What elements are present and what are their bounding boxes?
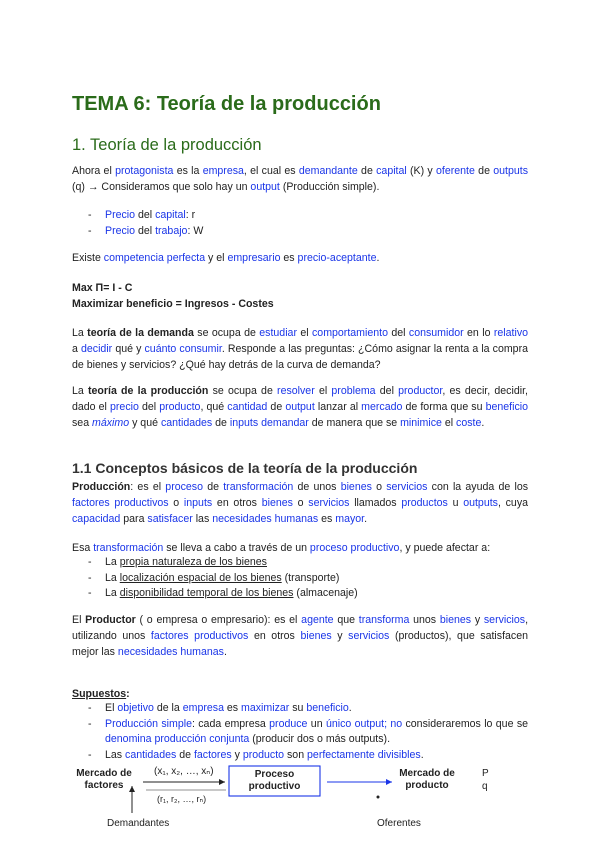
production-flow-diagram <box>0 760 600 848</box>
assumptions-list <box>72 701 528 763</box>
supply-dot <box>377 796 380 799</box>
transformation-paragraph: Esa transformación se lleva a cabo a través de un proceso productivo, y puede afectar a: <box>72 542 491 554</box>
list-item: - Las cantidades de factores y producto son perfectamente divisibles. <box>72 748 528 764</box>
price-list <box>72 207 528 239</box>
transformation-effects-list <box>72 555 528 602</box>
factor-prices-label: (r₁, r₂, …, rₙ) <box>157 794 207 804</box>
price-p-label: P <box>482 768 489 779</box>
formula-profit-definition: Maximizar beneficio = Ingresos - Costes <box>72 298 274 310</box>
section-1-1-heading: 1.1 Conceptos básicos de la teoría de la producción <box>72 460 418 476</box>
list-item: - Producción simple: cada empresa produce un único output; no consideraremos lo que se denomina producción conjunta (producir dos o más outputs). <box>72 717 528 748</box>
product-market-label: Mercado de producto <box>399 768 455 791</box>
production-theory-paragraph: La teoría de la producción se ocupa de resolver el problema del productor, es decir, decidir, dado el precio del producto, qué cantidad de output lanzar al mercado de forma que su beneficio sea máximo y qué cantidades de inputs demandar de manera que se minimice el coste. <box>72 385 529 429</box>
quantity-q-label: q <box>482 781 488 792</box>
factor-market-label: Mercado de factores <box>76 768 132 791</box>
market-paragraph: Existe competencia perfecta y el empresario es precio-aceptante. <box>72 252 380 264</box>
demanders-label: Demandantes <box>107 818 170 829</box>
intro-paragraph: Ahora el protagonista es la empresa, el cual es demandante de capital (K) y oferente de outputs (q) → Consideramos que solo hay un output (Producción simple). <box>72 165 529 193</box>
suppliers-label: Oferentes <box>377 818 421 829</box>
production-definition: Producción: es el proceso de transformación de unos bienes o servicios con la ayuda de los factores productivos o inputs en otros bienes o servicios llamados productos u outputs, cuya capacidad para satisfacer las necesidades humanas es mayor. <box>72 481 529 525</box>
demand-theory-paragraph: La teoría de la demanda se ocupa de estudiar el comportamiento del consumidor en lo relativo a decidir qué y cuánto consumir. Responde a las preguntas: ¿Cómo asignar la renta a la compra de bienes y servicios? ¿Qué hay detrás de la curva de demanda? <box>72 327 529 371</box>
list-item: - Precio del capital: r <box>72 207 528 223</box>
page-title: TEMA 6: Teoría de la producción <box>72 93 381 115</box>
list-item: - Precio del trabajo: W <box>72 223 528 239</box>
formula-max-profit: Max Π= I - C <box>72 282 133 294</box>
section-1-heading: 1. Teoría de la producción <box>72 136 262 154</box>
list-item: - La propia naturaleza de los bienes <box>72 555 528 571</box>
list-item: - La disponibilidad temporal de los bienes (almacenaje) <box>72 586 528 602</box>
producer-paragraph: El Productor ( o empresa o empresario): es el agente que transforma unos bienes y servicios, utilizando unos factores productivos en otros bienes y servicios (productos), que satisfacen mejor las necesidades humanas. <box>72 614 529 658</box>
list-item: - El objetivo de la empresa es maximizar su beneficio. <box>72 701 528 717</box>
inputs-vector-label: (x₁, x₂, …, xₙ) <box>154 766 214 777</box>
assumptions-title: Supuestos: <box>72 688 130 700</box>
list-item: - La localización espacial de los bienes (transporte) <box>72 571 528 587</box>
process-label: Proceso productivo <box>248 769 301 792</box>
